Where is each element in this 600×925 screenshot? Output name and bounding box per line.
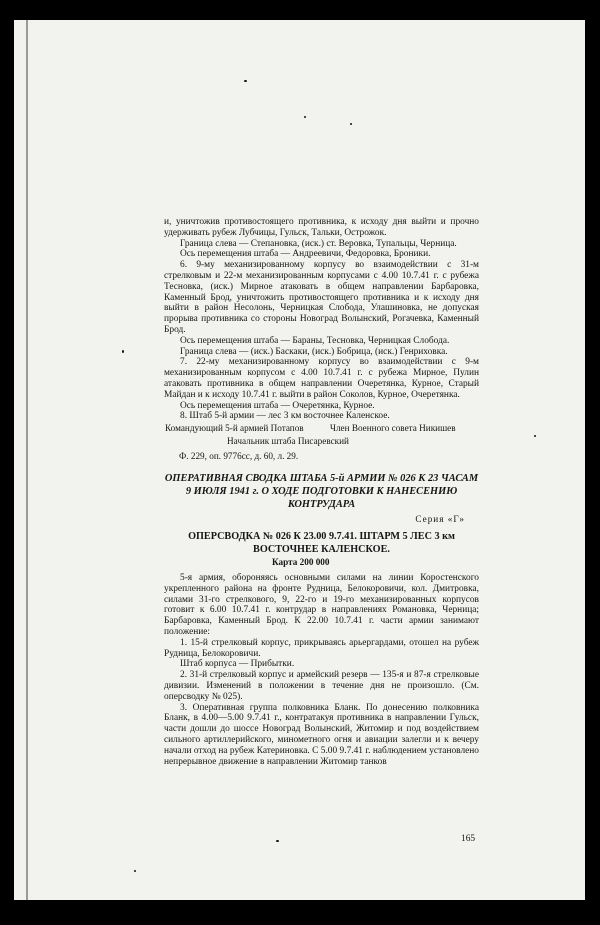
scan-speck <box>534 435 536 437</box>
summary-title: ОПЕРСВОДКА № 026 К 23.00 9.7.41. ШТАРМ 5 ЛЕС 3 км ВОСТОЧНЕЕ КАЛЕНСКОЕ. <box>188 531 455 555</box>
signature-council-member: Член Военного совета Никишев <box>330 423 456 433</box>
orders-paragraph: Ось перемещения штаба — Андреевичи, Федоровка, Броники. <box>180 249 431 260</box>
scan-speck <box>122 350 124 353</box>
orders-paragraph: 8. Штаб 5-й армии — лес 3 км восточнее Каленское. <box>180 411 390 422</box>
orders-paragraph: 6. 9-му механизированному корпусу во взаимодействии с 31-м стрелковым и 22-м механизированным корпусами с 4.00 10.7.41 г. с рубежа Тесновка, (иск.) Мирное атаковать в общем направлении Барбаровка, Каменный Брод, уничтожить противостоящего противника и к исходу дня выйти в район Несолонь, Черницкая Слобода, Улашиновка, не допуская прорыва противника со стороны Новоград Волынский, Рогачевка, Каменный Брод. <box>164 260 479 335</box>
series-label: Серия «Г» <box>415 514 465 524</box>
summary-paragraph: 3. Оперативная группа полковника Бланк. По донесению полковника Бланк, в 4.00—5.00 9.7.41 г., контратакуя противника в направлении Гульск, части дошли до шоссе Новоград Волынский, Житомир и под воздействием сильного артиллерийского, минометного огня и авиации залегли и к вечеру начали отход на рубеж Катериновка. С 5.00 9.7.41 г. наблюдением установлено непрерывное движение в направлении Житомир танков <box>164 702 479 767</box>
summary-paragraph: 1. 15-й стрелковый корпус, прикрываясь арьергардами, отошел на рубеж Рудница, Белокоровичи. <box>164 637 479 659</box>
scan-speck <box>350 123 352 125</box>
orders-paragraph: Граница слева — (иск.) Баскаки, (иск.) Бобрица, (иск.) Генриховка. <box>180 346 448 357</box>
summary-text-block <box>164 573 479 767</box>
map-label: Карта 200 000 <box>272 557 330 567</box>
orders-paragraph: Граница слева — Степановка, (иск.) ст. Веровка, Тупальцы, Черница. <box>180 238 457 249</box>
summary-paragraph: Штаб корпуса — Прибытки. <box>180 659 295 670</box>
signature-chief-of-staff: Начальник штаба Писаревский <box>227 436 349 446</box>
orders-paragraph: Ось перемещения штаба — Очеретянка, Курное. <box>180 400 375 411</box>
scan-speck <box>134 870 136 872</box>
orders-paragraph: Ось перемещения штаба — Бараны, Тесновка, Черницкая Слобода. <box>180 335 450 346</box>
scan-speck <box>244 80 247 82</box>
summary-paragraph: 2. 31-й стрелковый корпус и армейский резерв — 135-я и 87-я стрелковые дивизии. Изменений в положении в течение дня не произошло. (См. оперсводку № 025). <box>164 670 479 702</box>
archive-reference: Ф. 229, оп. 9776сс, д. 60, л. 29. <box>179 451 299 461</box>
orders-paragraph: и, уничтожив противостоящего противника, к исходу дня выйти и прочно удерживать рубеж Лубчицы, Гульск, Тальки, Острожок. <box>164 217 479 238</box>
page-number: 165 <box>461 834 476 844</box>
scan-speck <box>276 840 279 842</box>
scan-speck <box>304 116 306 118</box>
document-heading: ОПЕРАТИВНАЯ СВОДКА ШТАБА 5-й АРМИИ № 026 К 23 ЧАСАМ 9 ИЮЛЯ 1941 г. О ХОДЕ ПОДГОТОВКИ К НАНЕСЕНИЮ КОНТРУДАРА <box>164 473 479 510</box>
orders-paragraph: 7. 22-му механизированному корпусу во взаимодействии с 9-м механизированным корпусом с 4.00 10.7.41 г. с рубежа Мирное, Пулин атаковать противника в общем направлении Очеретянка, Курное, Старый Майдан и к исходу 10.7.41 г. выйти в район Соколов, Курное, Очеретянка. <box>164 357 479 400</box>
signature-commander: Командующий 5-й армией Потапов <box>165 423 304 433</box>
summary-paragraph: 5-я армия, обороняясь основными силами на линии Коростенского укрепленного района на фронте Рудница, Белокоровичи, кол. Дмитровка, силами 31-го стрелкового, 9, 22-го и 19-го механизированных корпусов готовит к 6.00 10.7.41 г. контрудар в направлениях Романовка, Черница; Барбаровка, Каменный Брод. К 22.00 10.7.41 г. части армии занимают положение: <box>164 573 479 637</box>
document-page <box>14 20 585 900</box>
orders-text-block <box>164 217 479 422</box>
